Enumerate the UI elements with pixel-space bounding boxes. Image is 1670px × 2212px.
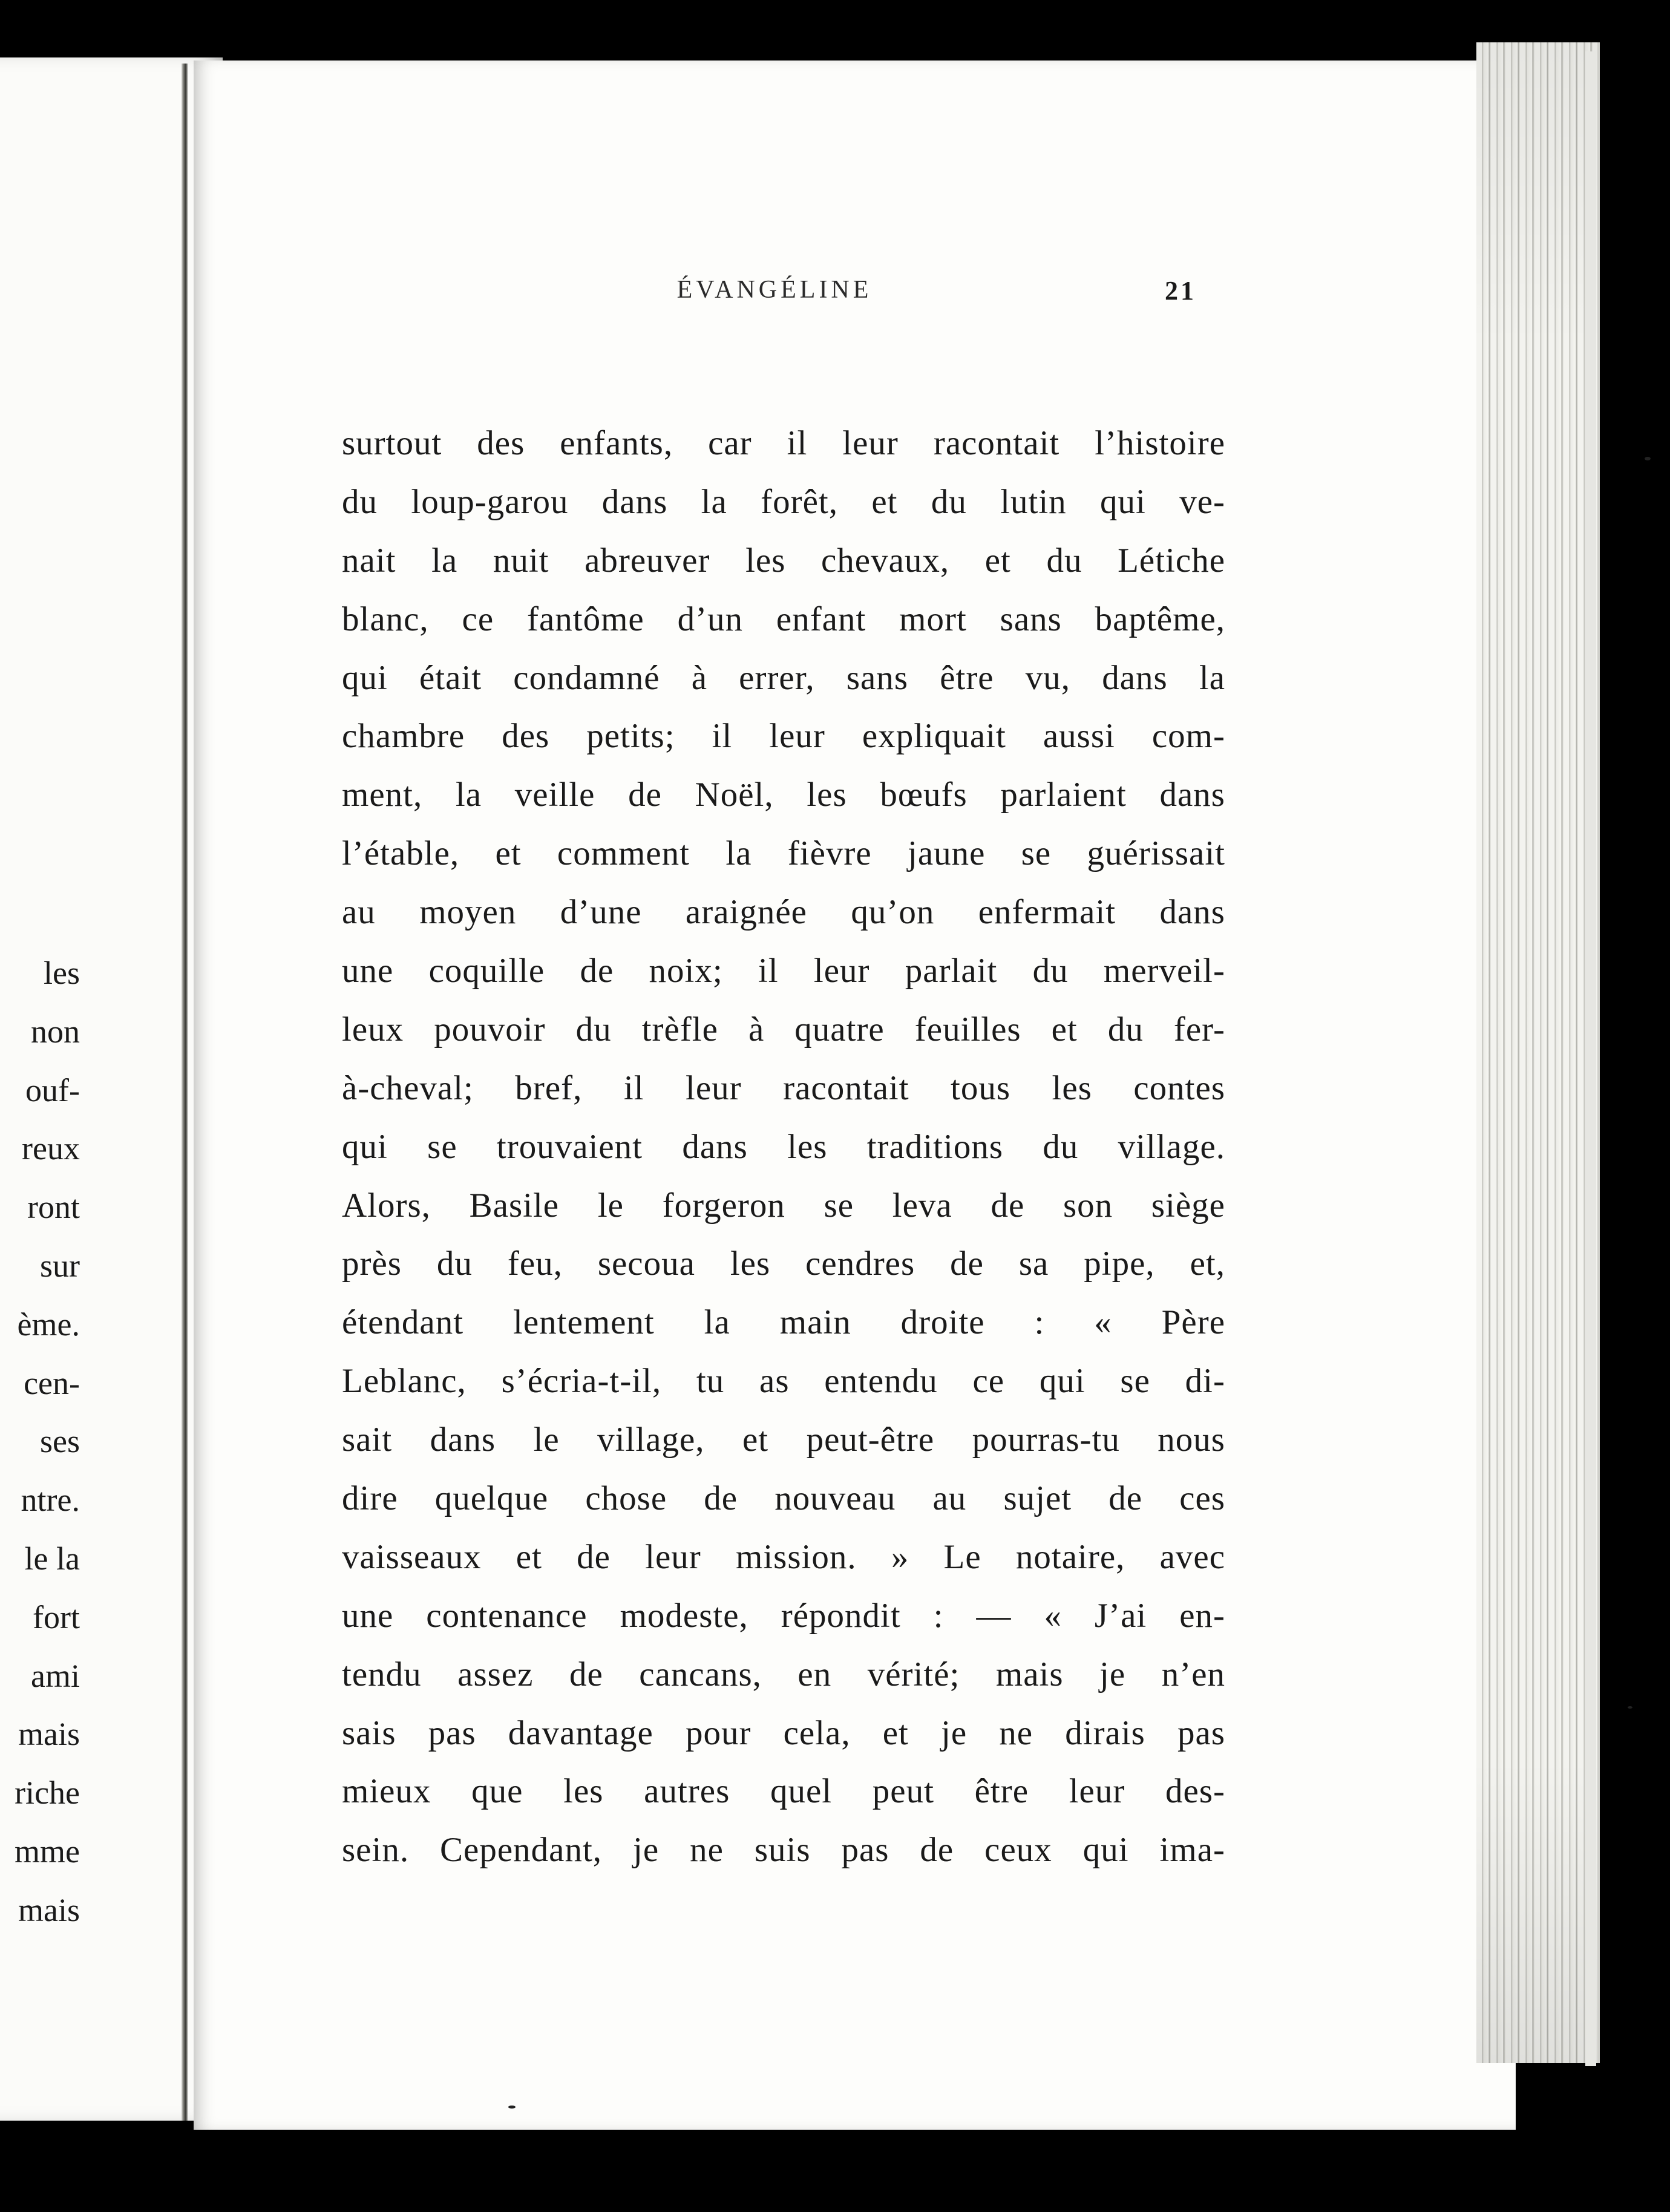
left-page-line: non [31, 1013, 80, 1050]
text-line: sais pas davantage pour cela, et je ne dirais pas [342, 1713, 1225, 1752]
text-line: qui était condamné à errer, sans être vu, dans la [342, 658, 1225, 697]
left-page-line: ami [31, 1657, 80, 1694]
text-line: surtout des enfants, car il leur racontait l’histoire [342, 424, 1225, 462]
left-page-line: les [44, 955, 80, 991]
left-page-line: fort [33, 1598, 80, 1635]
left-page-text-fragments [0, 944, 80, 1940]
text-line: ment, la veille de Noël, les bœufs parlaient dans [342, 776, 1225, 814]
left-page-line: mais [18, 1891, 80, 1928]
text-line: sein. Cependant, je ne suis pas de ceux qui ima- [342, 1831, 1225, 1870]
left-page-line: sur [40, 1247, 80, 1284]
page-number: 21 [1165, 276, 1196, 306]
text-line: leux pouvoir du trèfle à quatre feuilles et du fer- [342, 1010, 1225, 1049]
text-line: une contenance modeste, répondit : — « J’ai en- [342, 1596, 1225, 1635]
left-page-line: reux [22, 1130, 80, 1167]
text-line: du loup-garou dans la forêt, et du lutin qui ve- [342, 482, 1225, 521]
left-page-line: ntre. [21, 1482, 80, 1519]
left-page-line: ses [40, 1423, 80, 1460]
text-line: qui se trouvaient dans les traditions du village. [342, 1127, 1225, 1166]
body-text [342, 414, 1225, 1880]
left-page-line: cen- [24, 1364, 80, 1401]
running-title: ÉVANGÉLINE [676, 276, 873, 304]
text-line: étendant lentement la main droite : « Père [342, 1303, 1225, 1342]
text-line: Leblanc, s’écria-t-il, tu as entendu ce qui se di- [342, 1362, 1225, 1401]
text-line: près du feu, secoua les cendres de sa pipe, et, [342, 1245, 1225, 1283]
left-page [0, 57, 223, 2121]
page-edges [1476, 42, 1600, 2063]
left-page-line: ème. [17, 1306, 80, 1343]
paper-speck [1628, 1706, 1632, 1709]
left-page-line: ouf- [25, 1072, 80, 1108]
paper-speck [1645, 457, 1651, 460]
left-page-line: mais [18, 1716, 80, 1753]
text-line: à-cheval; bref, il leur racontait tous les contes [342, 1068, 1225, 1107]
left-page-line: le la [24, 1540, 80, 1577]
text-line: Alors, Basile le forgeron se leva de son siège [342, 1186, 1225, 1225]
text-line: au moyen d’une araignée qu’on enfermait dans [342, 893, 1225, 932]
text-line: dire quelque chose de nouveau au sujet de ces [342, 1479, 1225, 1518]
text-line: l’étable, et comment la fièvre jaune se guérissait [342, 834, 1225, 873]
book-gutter [182, 64, 188, 2121]
text-line: une coquille de noix; il leur parlait du merveil- [342, 952, 1225, 990]
left-page-line: riche [15, 1775, 80, 1811]
paper-speck [508, 2106, 516, 2109]
text-line: vaisseaux et de leur mission. » Le notaire, avec [342, 1537, 1225, 1576]
text-line: nait la nuit abreuver les chevaux, et du Létiche [342, 541, 1225, 580]
text-line: sait dans le village, et peut-être pourras-tu nous [342, 1421, 1225, 1459]
text-line: tendu assez de cancans, en vérité; mais je n’en [342, 1655, 1225, 1693]
text-line: mieux que les autres quel peut être leur des- [342, 1772, 1225, 1811]
book-outer-edge [1585, 51, 1596, 2066]
text-line: chambre des petits; il leur expliquait aussi com- [342, 717, 1225, 756]
text-line: blanc, ce fantôme d’un enfant mort sans baptême, [342, 600, 1225, 638]
left-page-line: ront [27, 1189, 80, 1226]
left-page-line: mme [15, 1833, 80, 1870]
